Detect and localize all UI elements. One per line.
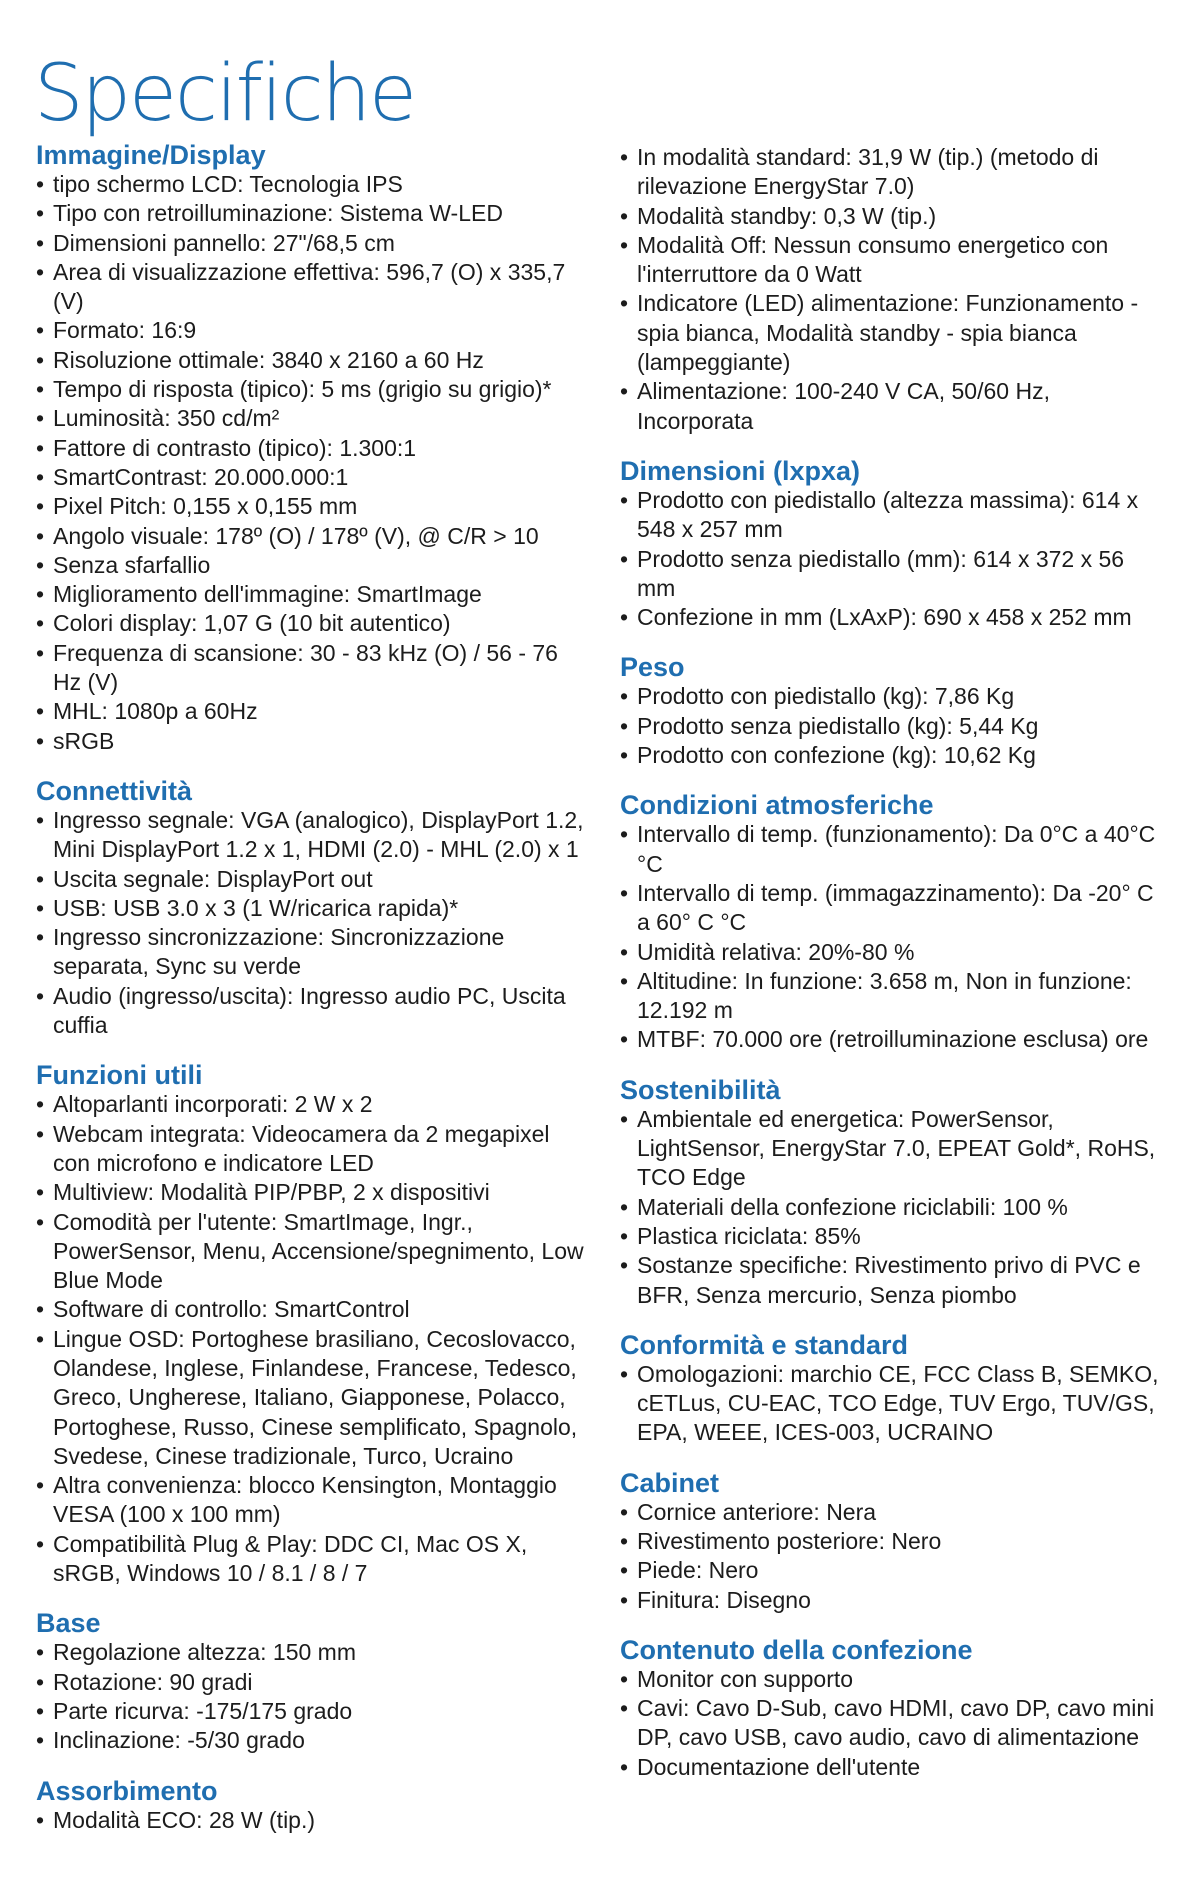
spec-list bbox=[620, 1498, 1165, 1615]
spec-section-sostenibilita bbox=[620, 1075, 1165, 1310]
spec-list bbox=[620, 143, 1165, 436]
spec-item: • Senza sfarfallio bbox=[36, 551, 586, 580]
spec-item: • Alimentazione: 100-240 V CA, 50/60 Hz, Incorporata bbox=[620, 377, 1165, 436]
section-heading: Connettività bbox=[36, 775, 193, 806]
spec-item: • tipo schermo LCD: Tecnologia IPS bbox=[36, 170, 586, 199]
spec-item: • Area di visualizzazione effettiva: 596,7 (O) x 335,7 (V) bbox=[36, 258, 586, 317]
spec-item: • Materiali della confezione riciclabili: 100 % bbox=[620, 1193, 1165, 1222]
spec-item: • Plastica riciclata: 85% bbox=[620, 1222, 1165, 1251]
spec-item: • Finitura: Disegno bbox=[620, 1586, 1165, 1615]
spec-item: • Modalità Off: Nessun consumo energetico con l'interruttore da 0 Watt bbox=[620, 231, 1165, 290]
spec-item: • MTBF: 70.000 ore (retroilluminazione esclusa) ore bbox=[620, 1025, 1165, 1054]
spec-item: • Monitor con supporto bbox=[620, 1665, 1165, 1694]
page-title: Specifiche bbox=[34, 49, 416, 140]
spec-item: • Software di controllo: SmartControl bbox=[36, 1295, 586, 1324]
spec-item: • Altra convenienza: blocco Kensington, Montaggio VESA (100 x 100 mm) bbox=[36, 1471, 586, 1530]
spec-item: • Prodotto senza piedistallo (mm): 614 x 372 x 56 mm bbox=[620, 545, 1165, 604]
spec-list bbox=[620, 1105, 1165, 1310]
spec-item: • Prodotto con confezione (kg): 10,62 Kg bbox=[620, 741, 1165, 770]
spec-item: • Altoparlanti incorporati: 2 W x 2 bbox=[36, 1090, 586, 1119]
section-heading: Sostenibilità bbox=[620, 1074, 781, 1105]
spec-item: • MHL: 1080p a 60Hz bbox=[36, 697, 586, 726]
spec-section-peso bbox=[620, 652, 1165, 770]
spec-item: • Tipo con retroilluminazione: Sistema W-LED bbox=[36, 199, 586, 228]
spec-item: • Compatibilità Plug & Play: DDC CI, Mac OS X, sRGB, Windows 10 / 8.1 / 8 / 7 bbox=[36, 1530, 586, 1589]
spec-item: • SmartContrast: 20.000.000:1 bbox=[36, 463, 586, 492]
spec-list bbox=[36, 1806, 586, 1835]
spec-item: • Indicatore (LED) alimentazione: Funzionamento - spia bianca, Modalità standby - spia bianca (lampeggiante) bbox=[620, 289, 1165, 377]
spec-item: • sRGB bbox=[36, 727, 586, 756]
spec-item: • Ingresso sincronizzazione: Sincronizzazione separata, Sync su verde bbox=[36, 923, 586, 982]
spec-item: • Luminosità: 350 cd/m² bbox=[36, 404, 586, 433]
spec-item: • Ambientale ed energetica: PowerSensor, LightSensor, EnergyStar 7.0, EPEAT Gold*, RoHS, TCO Edge bbox=[620, 1105, 1165, 1193]
section-heading: Peso bbox=[620, 652, 685, 683]
spec-item: • Pixel Pitch: 0,155 x 0,155 mm bbox=[36, 492, 586, 521]
spec-item: • Regolazione altezza: 150 mm bbox=[36, 1638, 586, 1667]
spec-item: • Tempo di risposta (tipico): 5 ms (grigio su grigio)* bbox=[36, 375, 586, 404]
section-heading: Cabinet bbox=[620, 1467, 720, 1498]
spec-section-assorbimento bbox=[36, 1776, 586, 1835]
spec-section-cabinet bbox=[620, 1468, 1165, 1615]
spec-item: • USB: USB 3.0 x 3 (1 W/ricarica rapida)* bbox=[36, 894, 586, 923]
left-column bbox=[36, 140, 586, 1855]
spec-list bbox=[620, 820, 1165, 1054]
spec-item: • Piede: Nero bbox=[620, 1556, 1165, 1585]
spec-list bbox=[620, 1360, 1165, 1448]
spec-list bbox=[620, 1665, 1165, 1782]
section-heading: Base bbox=[36, 1608, 101, 1639]
spec-section-assorbimento-cont bbox=[620, 143, 1165, 436]
spec-item: • Comodità per l'utente: SmartImage, Ingr., PowerSensor, Menu, Accensione/spegnimento, Low Blue Mode bbox=[36, 1208, 586, 1296]
spec-item: • Multiview: Modalità PIP/PBP, 2 x dispositivi bbox=[36, 1178, 586, 1207]
spec-item: • Uscita segnale: DisplayPort out bbox=[36, 865, 586, 894]
section-heading: Assorbimento bbox=[36, 1775, 218, 1806]
spec-section-conformita bbox=[620, 1330, 1165, 1448]
spec-item: • Audio (ingresso/uscita): Ingresso audio PC, Uscita cuffia bbox=[36, 982, 586, 1041]
spec-item: • Formato: 16:9 bbox=[36, 316, 586, 345]
spec-item: • Webcam integrata: Videocamera da 2 megapixel con microfono e indicatore LED bbox=[36, 1120, 586, 1179]
spec-item: • In modalità standard: 31,9 W (tip.) (metodo di rilevazione EnergyStar 7.0) bbox=[620, 143, 1165, 202]
spec-item: • Intervallo di temp. (funzionamento): Da 0°C a 40°C °C bbox=[620, 820, 1165, 879]
section-heading: Immagine/Display bbox=[36, 140, 266, 170]
spec-section-immagine-display bbox=[36, 140, 586, 756]
spec-item: • Modalità ECO: 28 W (tip.) bbox=[36, 1806, 586, 1835]
spec-item: • Prodotto con piedistallo (altezza massima): 614 x 548 x 257 mm bbox=[620, 486, 1165, 545]
spec-item: • Colori display: 1,07 G (10 bit autentico) bbox=[36, 609, 586, 638]
spec-item: • Parte ricurva: -175/175 grado bbox=[36, 1697, 586, 1726]
section-heading: Condizioni atmosferiche bbox=[620, 790, 934, 821]
spec-item: • Dimensioni pannello: 27"/68,5 cm bbox=[36, 229, 586, 258]
spec-item: • Angolo visuale: 178º (O) / 178º (V), @ C/R > 10 bbox=[36, 522, 586, 551]
spec-item: • Rivestimento posteriore: Nero bbox=[620, 1527, 1165, 1556]
spec-section-base bbox=[36, 1608, 586, 1755]
spec-item: • Miglioramento dell'immagine: SmartImage bbox=[36, 580, 586, 609]
spec-item: • Sostanze specifiche: Rivestimento privo di PVC e BFR, Senza mercurio, Senza piombo bbox=[620, 1251, 1165, 1310]
spec-list bbox=[620, 682, 1165, 770]
spec-list bbox=[36, 1090, 586, 1588]
spec-item: • Confezione in mm (LxAxP): 690 x 458 x 252 mm bbox=[620, 603, 1165, 632]
right-column bbox=[620, 143, 1165, 1802]
spec-list bbox=[620, 486, 1165, 632]
spec-item: • Cavi: Cavo D-Sub, cavo HDMI, cavo DP, cavo mini DP, cavo USB, cavo audio, cavo di alimentazione bbox=[620, 1694, 1165, 1753]
spec-section-contenuto-confezione bbox=[620, 1635, 1165, 1782]
spec-item: • Prodotto senza piedistallo (kg): 5,44 Kg bbox=[620, 712, 1165, 741]
spec-item: • Prodotto con piedistallo (kg): 7,86 Kg bbox=[620, 682, 1165, 711]
spec-item: • Frequenza di scansione: 30 - 83 kHz (O) / 56 - 76 Hz (V) bbox=[36, 639, 586, 698]
spec-item: • Ingresso segnale: VGA (analogico), DisplayPort 1.2, Mini DisplayPort 1.2 x 1, HDMI (2.0) - MHL (2.0) x 1 bbox=[36, 806, 586, 865]
spec-item: • Modalità standby: 0,3 W (tip.) bbox=[620, 202, 1165, 231]
spec-section-dimensioni bbox=[620, 456, 1165, 632]
spec-item: • Altitudine: In funzione: 3.658 m, Non in funzione: 12.192 m bbox=[620, 967, 1165, 1026]
section-heading: Contenuto della confezione bbox=[620, 1634, 973, 1665]
spec-item: • Cornice anteriore: Nera bbox=[620, 1498, 1165, 1527]
spec-item: • Inclinazione: -5/30 grado bbox=[36, 1726, 586, 1755]
spec-item: • Fattore di contrasto (tipico): 1.300:1 bbox=[36, 434, 586, 463]
spec-section-funzioni-utili bbox=[36, 1060, 586, 1588]
section-heading: Funzioni utili bbox=[36, 1060, 203, 1091]
spec-item: • Intervallo di temp. (immagazzinamento): Da -20° C a 60° C °C bbox=[620, 879, 1165, 938]
spec-section-condizioni-atmosferiche bbox=[620, 790, 1165, 1054]
spec-item: • Lingue OSD: Portoghese brasiliano, Cecoslovacco, Olandese, Inglese, Finlandese, Francese, Tedesco, Greco, Ungherese, Italiano, Giapponese, Polacco, Portoghese, Russo, Cinese semplificato, Spagnolo, Svedese, Cinese tradizionale, Turco, Ucraino bbox=[36, 1325, 586, 1471]
spec-item: • Risoluzione ottimale: 3840 x 2160 a 60 Hz bbox=[36, 346, 586, 375]
spec-list bbox=[36, 806, 586, 1040]
section-heading: Dimensioni (lxpxa) bbox=[620, 455, 861, 486]
spec-item: • Rotazione: 90 gradi bbox=[36, 1668, 586, 1697]
spec-item: • Umidità relativa: 20%-80 % bbox=[620, 938, 1165, 967]
spec-list bbox=[36, 1638, 586, 1755]
spec-item: • Omologazioni: marchio CE, FCC Class B, SEMKO, cETLus, CU-EAC, TCO Edge, TUV Ergo, TUV/GS, EPA, WEEE, ICES-003, UCRAINO bbox=[620, 1360, 1165, 1448]
spec-list bbox=[36, 170, 586, 756]
spec-section-connettivita bbox=[36, 776, 586, 1040]
spec-item: • Documentazione dell'utente bbox=[620, 1753, 1165, 1782]
section-heading: Conformità e standard bbox=[620, 1329, 909, 1360]
